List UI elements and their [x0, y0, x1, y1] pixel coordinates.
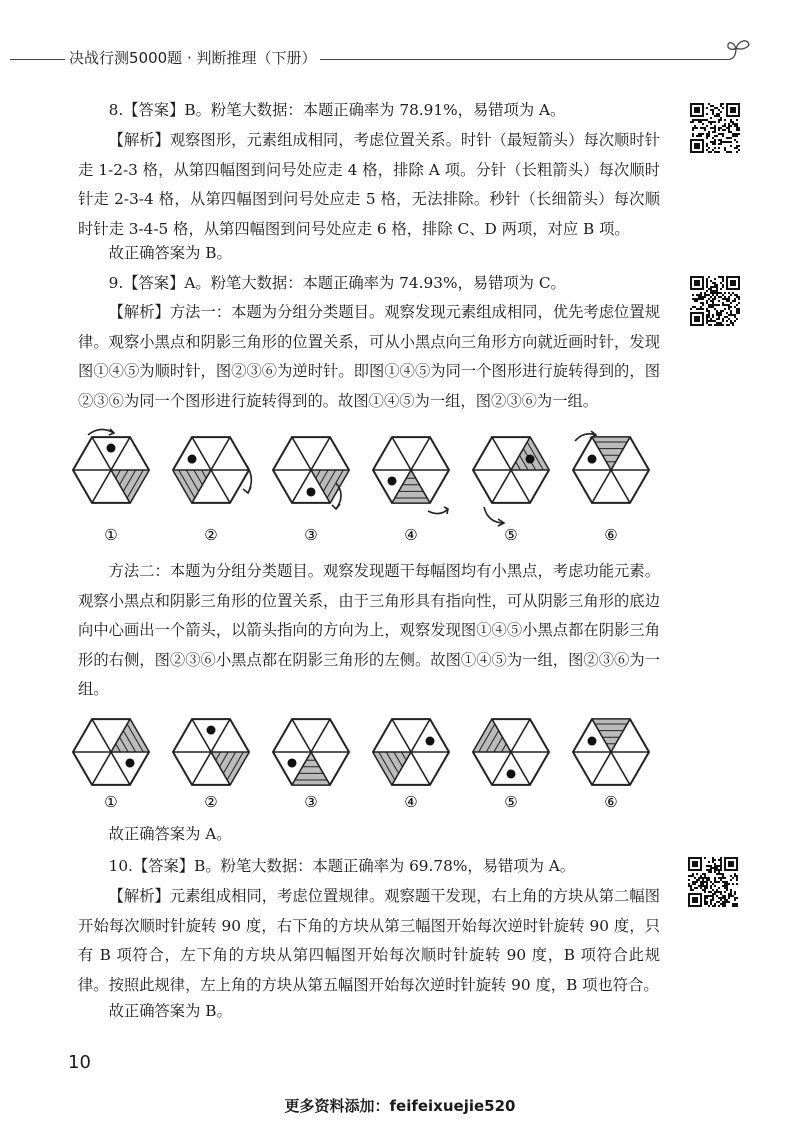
q8-answer: 8.【答案】B。粉笔大数据：本题正确率为 78.91%，易错项为 A。: [108, 101, 566, 119]
fig1-label-2: ②: [204, 526, 218, 544]
page-number: 10: [68, 1052, 91, 1073]
header-rule-left: [10, 59, 70, 60]
fig1-label-3: ③: [304, 526, 318, 544]
sprout-icon: [726, 36, 756, 62]
q9-method-two: 方法二：本题为分组分类题目。观察发现题干每幅图均有小黑点，考虑功能元素。观察小黑点和阴影三角形的位置关系，由于三角形具有指向性，可从阴影三角形的底边向中心画出一个箭头，以箭头指向的方向为上，观察发现图①④⑤小黑点都在阴影三角形的右侧，图②③⑥小黑点都在阴影三角形的左侧。故图①④⑤为一组，图②③⑥为一组。: [78, 562, 660, 698]
fig2-hexagon-5: [473, 719, 549, 785]
qr-code-q8[interactable]: [690, 103, 740, 153]
q9-method-one: 【解析】方法一：本题为分组分类题目。观察发现元素组成相同，优先考虑位置规律。观察小黑点和阴影三角形的位置关系，可从小黑点向三角形方向就近画时针，发现图①④⑤为顺时针，图②③⑥为逆时针。即图①④⑤为同一个图形进行旋转得到的，图②③⑥为同一个图形进行旋转得到的。故图①④⑤为一组，图②③⑥为一组。: [78, 303, 660, 410]
qr-code-q9[interactable]: [690, 276, 740, 326]
fig2-hexagon-3: [273, 719, 349, 785]
q10-answer: 10.【答案】B。粉笔大数据：本题正确率为 69.78%，易错项为 A。: [108, 857, 576, 875]
fig1-hexagon-4: [373, 437, 449, 514]
fig1-hexagon-2: [173, 437, 251, 503]
footer-note: 更多资料添加：feifeixuejie520: [284, 1097, 516, 1115]
q8-analysis: 【解析】观察图形，元素组成相同，考虑位置关系。时针（最短箭头）每次顺时针走 1-2-3 格，从第四幅图到问号处应走 4 格，排除 A 项。分针（长粗箭头）每次顺时针走 2-3-4 格，从第四幅图到问号处应走 5 格，无法排除。秒针（长细箭头）每次顺时针走 3-4-5 格，从第四幅图到问号处应走 6 格，排除 C、D 两项，对应 B 项。: [78, 131, 660, 238]
q9-answer: 9.【答案】A。粉笔大数据：本题正确率为 74.93%，易错项为 C。: [108, 274, 566, 292]
header-rule-right: [300, 59, 730, 60]
running-header: 决战行测5000题 · 判断推理（下册）: [65, 47, 320, 68]
fig1-label-6: ⑥: [604, 526, 618, 544]
qr-code-q10[interactable]: [688, 857, 738, 907]
fig2-hexagon-2: [173, 719, 249, 785]
figure-method-two: [70, 712, 670, 812]
fig2-hexagon-1: [73, 719, 149, 785]
fig2-hexagon-4: [373, 719, 449, 785]
fig2-label-2: ②: [204, 793, 218, 811]
fig1-label-5: ⑤: [504, 526, 518, 544]
fig1-label-1: ①: [104, 526, 118, 544]
fig1-hexagon-6: [573, 431, 649, 503]
fig2-label-4: ④: [404, 793, 418, 811]
fig2-label-1: ①: [104, 793, 118, 811]
fig1-hexagon-3: [273, 437, 349, 509]
fig1-label-4: ④: [404, 526, 418, 544]
fig2-hexagon-6: [573, 719, 649, 785]
q10-analysis: 【解析】元素组成相同，考虑位置规律。观察题干发现，右上角的方块从第二幅图开始每次顺时针旋转 90 度，右下角的方块从第三幅图开始每次逆时针旋转 90 度，只有 B 项符合，左下角的方块从第四幅图开始每次顺时针旋转 90 度，B 项符合此规律。按照此规律，左上角的方块从第五幅图开始每次逆时针旋转 90 度，B 项也符合。: [78, 887, 660, 994]
figure-method-one: [70, 425, 670, 550]
fig2-label-3: ③: [304, 793, 318, 811]
fig2-label-6: ⑥: [604, 793, 618, 811]
q10-conclusion: 故正确答案为 B。: [108, 1002, 232, 1020]
fig2-label-5: ⑤: [504, 793, 518, 811]
q8-conclusion: 故正确答案为 B。: [108, 244, 232, 262]
fig1-hexagon-5: [473, 437, 549, 526]
fig1-hexagon-1: [73, 429, 149, 503]
q9-conclusion: 故正确答案为 A。: [108, 825, 232, 843]
